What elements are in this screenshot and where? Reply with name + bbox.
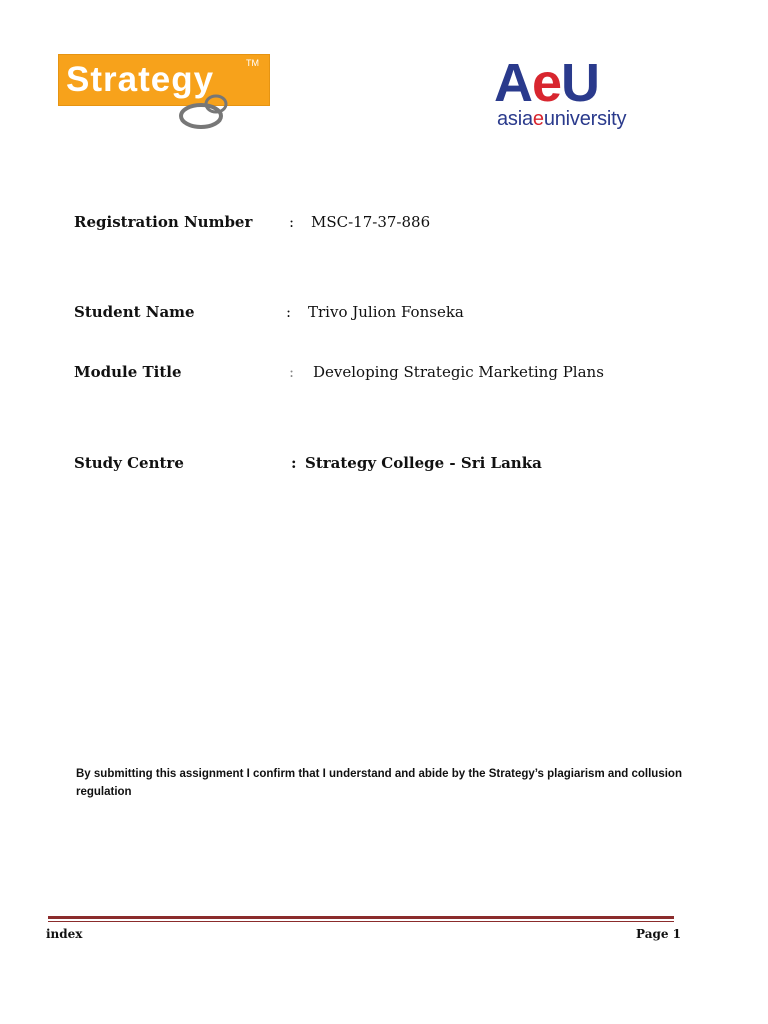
plagiarism-declaration: By submitting this assignment I confirm that I understand and abide by the Strategy’s plagiarism and collusion regulation xyxy=(76,768,682,798)
aeu-logo-tagline: asiaeuniversity xyxy=(497,108,627,130)
registration-number-value: MSC-17-37-886 xyxy=(311,213,431,231)
aeu-logo xyxy=(494,53,659,134)
student-name-value: Trivo Julion Fonseka xyxy=(308,303,464,321)
strategy-logo-trademark: TM xyxy=(246,58,259,68)
study-centre-label: Study Centre xyxy=(74,454,184,472)
footer-index-label: index xyxy=(46,927,83,941)
module-title-separator: : xyxy=(289,363,295,381)
footer-rule-thin xyxy=(48,921,674,922)
registration-number-label: Registration Number xyxy=(74,213,253,231)
module-title-value: Developing Strategic Marketing Plans xyxy=(313,363,604,381)
module-title-label: Module Title xyxy=(74,363,182,381)
study-centre-value: Strategy College - Sri Lanka xyxy=(305,454,542,472)
footer-rule xyxy=(48,916,674,919)
student-name-separator: : xyxy=(286,303,292,321)
strategy-logo-rings-icon xyxy=(58,54,270,132)
registration-number-separator: : xyxy=(289,213,295,231)
footer-page-number: Page 1 xyxy=(636,927,682,941)
student-name-label: Student Name xyxy=(74,303,195,321)
aeu-logo-mark: AeU xyxy=(494,53,600,113)
strategy-logo xyxy=(58,54,270,132)
study-centre-separator: : xyxy=(291,454,297,472)
strategy-logo-text: Strategy xyxy=(66,60,215,99)
